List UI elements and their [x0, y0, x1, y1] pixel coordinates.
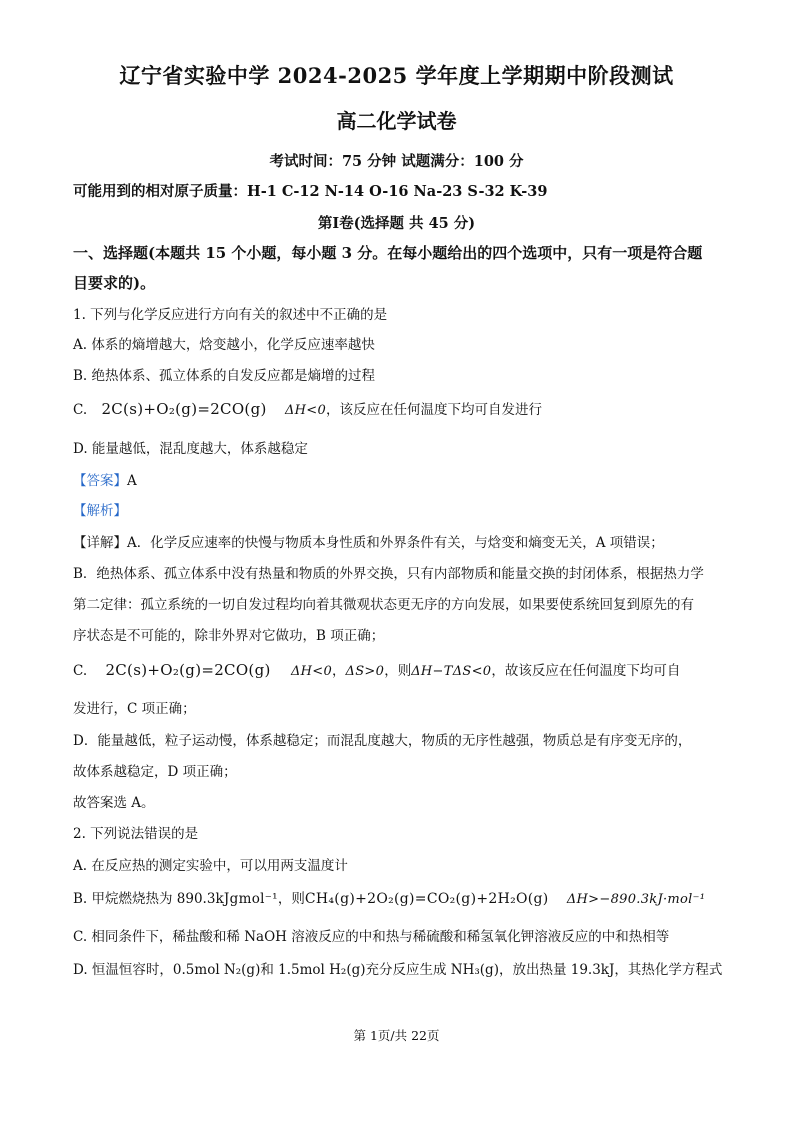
detail-b-line2: 第二定律：孤立系统的一切自发过程均向着其微观状态更无序的方向发展，如果要使系统回复到原先的有: [73, 597, 694, 613]
detail-c-label: C.: [73, 663, 88, 679]
conclusion: 故答案选 A。: [73, 795, 155, 811]
q2-option-b-equation: CH₄(g)+2O₂(g)=CO₂(g)+2H₂O(g): [304, 891, 549, 907]
q2-option-b-enthalpy: ΔH>−890.3kJ·mol⁻¹: [566, 892, 706, 907]
detail-c-sep2: ，则: [384, 663, 412, 679]
part-title: 第Ⅰ卷(选择题 共 45 分): [317, 215, 476, 232]
q1-option-c-text: ，该反应在任何温度下均可自发进行: [326, 402, 543, 418]
detail-c-line2: 发进行，C 项正确；: [73, 701, 196, 717]
q1-option-c: [73, 399, 733, 421]
q2-stem: 2. 下列说法错误的是: [73, 826, 199, 842]
q1-option-c-enthalpy: ΔH<0: [284, 403, 327, 418]
answer-tag: 【答案】: [73, 473, 127, 489]
detail-c-cond3: ΔH−TΔS<0: [411, 664, 492, 679]
detail-c-text: ，故该反应在任何温度下均可自: [491, 663, 681, 679]
exam-subtitle: 高二化学试卷: [336, 109, 457, 133]
detail-c-cond1: ΔH<0: [290, 664, 333, 679]
q2-option-c: C. 相同条件下，稀盐酸和稀 NaOH 溶液反应的中和热与稀硫酸和稀氢氧化钾溶液反应的中和热相等: [73, 929, 670, 945]
q2-option-b-text1: B. 甲烷燃烧热为 890.3: [73, 891, 216, 907]
q1-answer: [73, 471, 733, 491]
analysis-tag: 【解析】: [73, 503, 127, 519]
q1-option-a: A. 体系的熵增越大，焓变越小，化学反应速率越快: [73, 337, 375, 353]
q1-option-d: D. 能量越低，混乱度越大，体系越稳定: [73, 441, 308, 457]
q2-option-a: A. 在反应热的测定实验中，可以用两支温度计: [73, 858, 348, 874]
q1-option-b: B. 绝热体系、孤立体系的自发反应都是熵增的过程: [73, 368, 376, 384]
detail-a-text: A．化学反应速率的快慢与物质本身性质和外界条件有关，与焓变和熵变无关，A 项错误；: [127, 535, 664, 551]
q2-option-b-unit: kJgmol⁻¹: [215, 891, 278, 907]
detail-d-line2: 故体系越稳定，D 项正确；: [73, 764, 237, 780]
detail-tag: 【详解】: [73, 535, 127, 551]
detail-c-cond2: ΔS>0: [345, 664, 385, 679]
atomic-masses: 可能用到的相对原子质量：H-1 C-12 N-14 O-16 Na-23 S-32 K-39: [73, 183, 548, 200]
q2-option-b-text2: ，则: [277, 891, 305, 907]
q2-option-d: D. 恒温恒容时，0.5mol N₂(g)和 1.5mol H₂(g)充分反应生成 NH₃(g)，放出热量 19.3kJ，其热化学方程式: [73, 962, 723, 978]
detail-c-sep1: ，: [332, 663, 346, 679]
detail-a: [73, 533, 733, 553]
detail-d-line1: D．能量越低，粒子运动慢，体系越稳定；而混乱度越大，物质的无序性越强，物质总是有序变无序的，: [73, 733, 692, 749]
q2-option-b: [73, 889, 733, 910]
section-instruction-line1: 一、选择题(本题共 15 个小题，每小题 3 分。在每小题给出的四个选项中，只有一项是符合题: [73, 244, 703, 262]
exam-info: 考试时间：75 分钟 试题满分：100 分: [269, 153, 524, 170]
q1-option-c-label: C.: [73, 402, 88, 418]
exam-title: 辽宁省实验中学 2024-2025 学年度上学期期中阶段测试: [119, 63, 674, 88]
detail-b-line1: B．绝热体系、孤立体系中没有热量和物质的外界交换，只有内部物质和能量交换的封闭体系，根据热力学: [73, 566, 704, 582]
detail-b-line3: 序状态是不可能的，除非外界对它做功，B 项正确；: [73, 628, 385, 644]
section-instruction-line2: 目要求的)。: [73, 274, 156, 292]
q1-stem: 1. 下列与化学反应进行方向有关的叙述中不正确的是: [73, 307, 388, 323]
detail-c-line1: [73, 660, 733, 682]
answer-value: A: [127, 473, 137, 489]
page-footer: 第 1页/共 22页: [353, 1028, 440, 1043]
detail-c-equation: 2C(s)+O₂(g)=2CO(g): [105, 661, 271, 679]
q1-option-c-equation: 2C(s)+O₂(g)=2CO(g): [101, 400, 267, 418]
